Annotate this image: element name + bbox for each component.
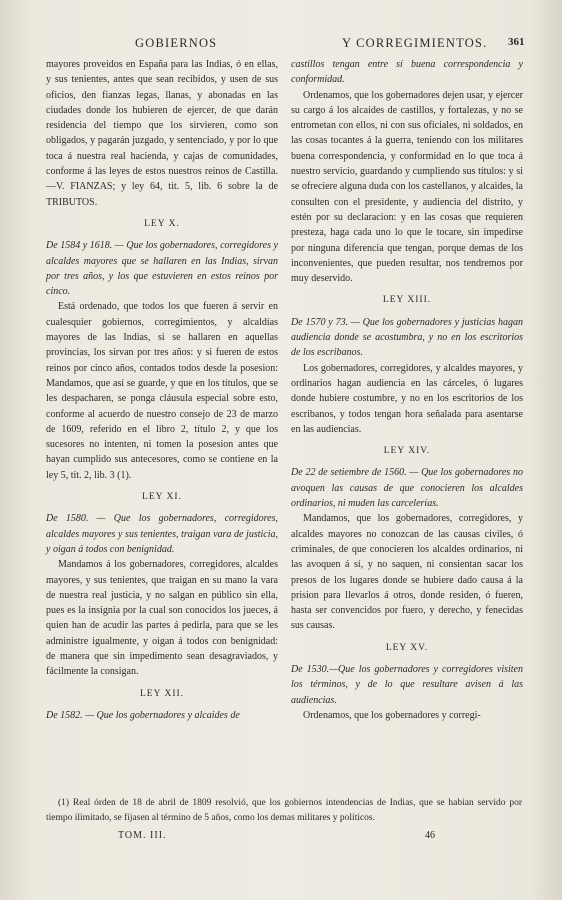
right-column bbox=[291, 57, 523, 723]
ley-x-summary: De 1584 y 1618. — Que los gobernadores, corregidores y alcaldes mayores que se hallaren en las Indias, sirvan por tres años, y los que estuvieren en estos reinos por cinco. bbox=[46, 240, 278, 298]
page-number: 361 bbox=[508, 36, 525, 48]
footnote: (1) Real órden de 18 de abril de 1809 resolvió, que los gobiernos intendencias de Indias, que se habian servido por tiempo ilimitado, se fijasen al término de 5 años, como los demas militares y políticos. bbox=[46, 798, 522, 823]
left-column bbox=[46, 57, 278, 723]
signature-number: 46 bbox=[425, 830, 435, 841]
ley-xi-heading: LEY XI. bbox=[142, 492, 182, 503]
ley-xiv-summary: De 22 de setiembre de 1560. — Que los gobernadores no avoquen las causas de que conocieren los alcaldes ordinarios, ni muden las carcelerías. bbox=[291, 467, 523, 510]
header-right-title: Y CORREGIMIENTOS. bbox=[342, 36, 488, 50]
ley-xiii-summary: De 1570 y 73. — Que los gobernadores y justicias hagan audiencia donde se acostumbra, y no en los escritorios de los escribanos. bbox=[291, 316, 523, 359]
ley-x-body: Está ordenado, que todos los que fueren á servir en cualesquier gobiernos, corregimientos, y alcaldías mayores de las Indias, si se hallaren en aquellas provincias, los sirvan por tres años: y si fueren de estos reinos por cinco años, contados todos desde la posesion: Mandamos, que así se guarde, y que en los títulos, que se les despacharen, se ponga cláusula especial sobre esto, conforme al acuerdo de nuestro consejo de 23 de marzo de 1609, referido en el libro 2, título 2, y que los sucesores no intenten, ni tomen la posesion antes que hayan cumplido sus antecesores, como se contiene en la ley 5, tit. 2, lib. 3 (1). bbox=[46, 301, 278, 481]
ley-xi-body: Mandamos á los gobernadores, corregidores, alcaldes mayores, y sus tenientes, que traigan en su mano la vara de nuestra real justicia, y no salgan en público sin ella, pues es la insignia por la cual son conocidos los jueces, á quien han de acudir las partes á pedirla, para que se les administre igualmente, y oigan á todos con benignidad: de manera que sin impedimento sean desagraviados, y fácilmente la consigan. bbox=[46, 559, 278, 678]
ley-xiv-body: Mandamos, que los gobernadores, corregidores, y alcaldes mayores no conozcan de las causas civiles, ó criminales, de que conocieren los alcaldes ordinarios, ni las avoquen á sí, y no saquen, ni consientan sacar los presos de los lugares donde se hubiere dado causa á la prision para llevarlos á otros, donde residen, ó fueren, hasta ser convencidos por fuero, y derecho, y fenecidas sus causas. bbox=[291, 513, 523, 632]
ley-xiii-body: Los gobernadores, corregidores, y alcaldes mayores, y ordinarios hagan audiencia en las cárceles, ó lugares donde hubiere costumbre, y no en los escritorios de los escribanos, y todos tengan hora señalada para asentarse en las audiencias. bbox=[291, 362, 523, 435]
ley-x-heading: LEY X. bbox=[144, 218, 180, 229]
ley-xii-body: Ordenamos, que los gobernadores dejen usar, y ejercer su cargo á los alcaides de castillos, y fortalezas, y no se entrometan con ellos, ni con sus oficiales, ni soldados, en las cosas tocantes á la guerra, teniendo con los militares buena correspondencia, y conformidad en lo que toca á nuestro servicio, guardando y cumpliendo sus títulos: y si se ofreciere alguna duda con los castellanos, y alcaides, la consulten con el presidente, y audiencia del distrito, y estén por su declaracion: y en las cosas que requieren presteza, haga cada uno lo que le tocare, sin impedirse por ninguna diferencia que tengan, porque demas de los inconvenientes, que pueden resultar, nos tendremos por muy deservido. bbox=[291, 89, 523, 285]
ley-xii-summary-continuation: castillos tengan entre sí buena correspondencia y conformidad. bbox=[291, 59, 523, 86]
ley-xv-heading: LEY XV. bbox=[385, 642, 429, 653]
ley-xv-summary: De 1530.—Que los gobernadores y corregidores visiten los términos, y de lo que resultare avisen á las audiencias. bbox=[291, 663, 523, 706]
ley-xii-summary: De 1582. — Que los gobernadores y alcaides de bbox=[46, 709, 240, 721]
continuation-paragraph: mayores proveidos en España para las Indias, ó en ellas, y sus tenientes, antes que sean recibidos, y usen de sus oficios, den fianzas legas, llanas, y abonadas en las ciudades donde los hubieren de ejercer, de que darán residencia del tiempo que los sirvieren, como son obligados, y pagarán juzgado, y sentenciado, y por lo que toca á nuestra real hacienda, y cajas de comunidades, conforme á las leyes de estos nuestros reinos de Castilla.—V. FIANZAS; y ley 64, tit. 5, lib. 6 sobre la de TRIBUTOS. bbox=[46, 59, 278, 208]
ley-xiii-heading: LEY XIII. bbox=[382, 295, 432, 306]
ley-xiv-heading: LEY XIV. bbox=[383, 446, 431, 457]
running-header bbox=[0, 36, 562, 54]
ley-xv-body-start: Ordenamos, que los gobernadores y corregi- bbox=[303, 709, 481, 721]
signature-line bbox=[0, 830, 562, 846]
ley-xii-heading: LEY XII. bbox=[139, 688, 185, 699]
header-left-title: GOBIERNOS bbox=[135, 36, 218, 50]
ley-xi-summary: De 1580. — Que los gobernadores, corregidores, alcaldes mayores y sus tenientes, traigan vara de justicia, y oigan á todos con benignidad. bbox=[46, 513, 278, 555]
volume-mark: TOM. III. bbox=[118, 830, 167, 841]
